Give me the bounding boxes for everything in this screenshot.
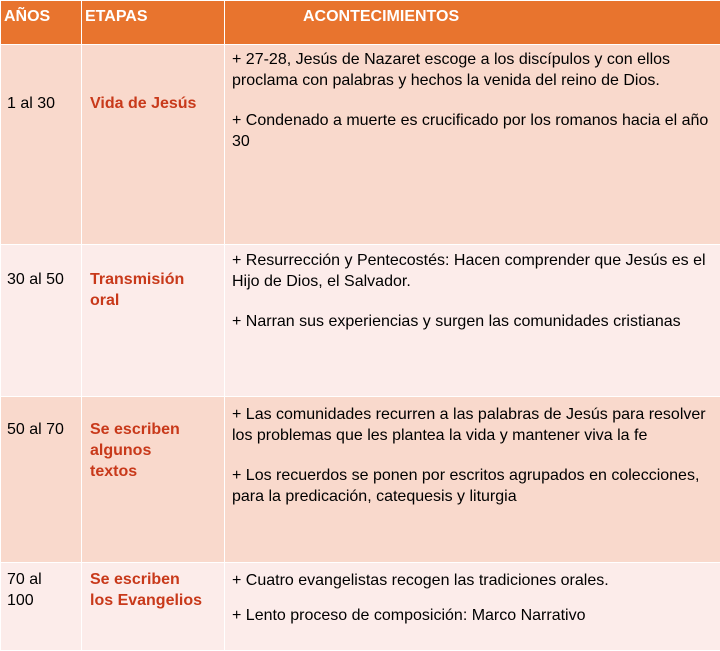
years-column-header: AÑOS: [1, 1, 82, 45]
event-item: + Resurrección y Pentecostés: Hacen comprender que Jesús es el Hijo de Dios, el Salvador.: [232, 250, 715, 292]
year-range: 70 al 100: [7, 569, 76, 611]
table-row: [1, 397, 720, 563]
year-range: 50 al 70: [7, 419, 76, 440]
table-row: [1, 563, 720, 651]
events-cell: [225, 397, 720, 563]
event-item: + Condenado a muerte es crucificado por los romanos hacia el año 30: [232, 110, 715, 152]
stage-cell: [82, 245, 225, 397]
stage-label: Vida de Jesús: [90, 93, 219, 114]
year-range: 1 al 30: [7, 93, 76, 114]
event-item: + Los recuerdos se ponen por escritos agrupados en colecciones, para la predicación, catequesis y liturgia: [232, 465, 715, 507]
events-cell: [225, 563, 720, 651]
year-cell: [1, 563, 82, 651]
event-item: + 27-28, Jesús de Nazaret escoge a los discípulos y con ellos proclama con palabras y hechos la venida del reino de Dios.: [232, 49, 715, 91]
stage-cell: [82, 397, 225, 563]
table-row: [1, 45, 720, 245]
events-cell: [225, 245, 720, 397]
events-cell: [225, 45, 720, 245]
year-cell: [1, 245, 82, 397]
stage-label: Se escriben los Evangelios: [90, 569, 219, 611]
event-item: + Narran sus experiencias y surgen las comunidades cristianas: [232, 311, 715, 332]
stages-column-header: ETAPAS: [82, 1, 225, 45]
event-item: + Cuatro evangelistas recogen las tradiciones orales.: [232, 570, 715, 591]
table-row: [1, 245, 720, 397]
year-cell: [1, 397, 82, 563]
event-item: + Las comunidades recurren a las palabras de Jesús para resolver los problemas que les plantea la vida y mantener viva la fe: [232, 404, 715, 446]
stage-cell: [82, 563, 225, 651]
header-row: [1, 1, 720, 45]
stage-label: Transmisión oral: [90, 269, 219, 311]
events-column-header: ACONTECIMIENTOS: [225, 1, 720, 45]
event-item: + Lento proceso de composición: Marco Narrativo: [232, 605, 715, 626]
stage-label: Se escriben algunos textos: [90, 419, 219, 482]
year-range: 30 al 50: [7, 269, 76, 290]
year-cell: [1, 45, 82, 245]
stage-cell: [82, 45, 225, 245]
